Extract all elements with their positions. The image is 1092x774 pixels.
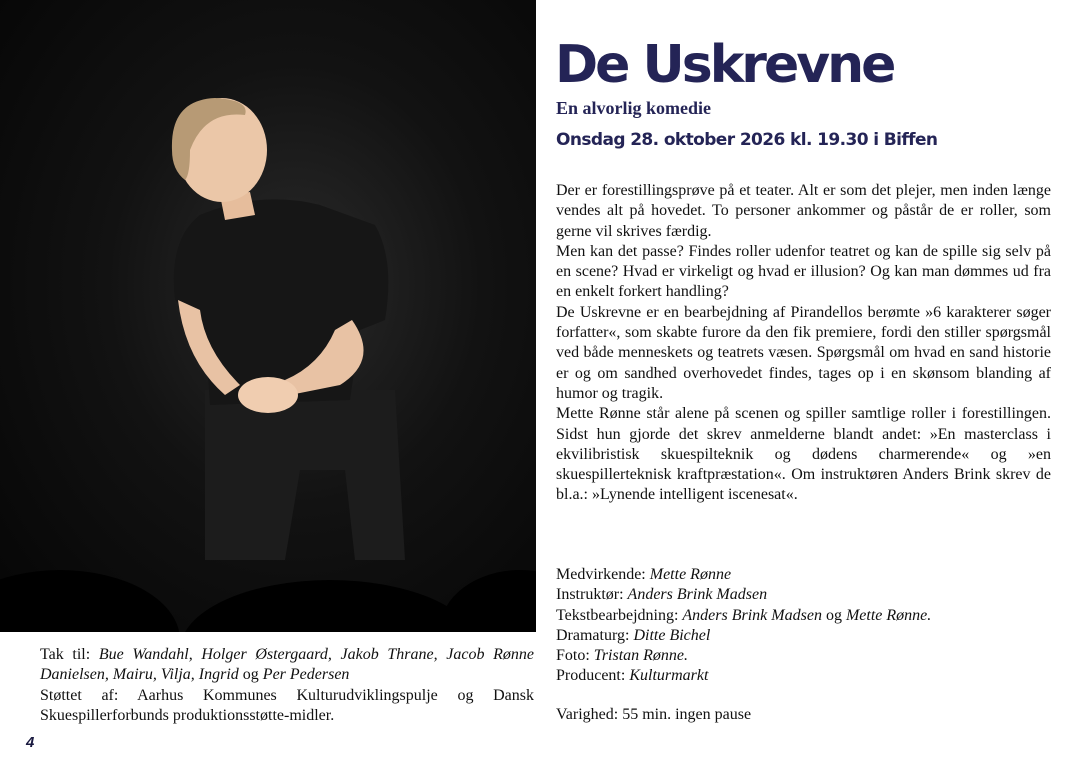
thanks-label: Tak til: — [40, 646, 91, 663]
support-line: Støttet af: Aarhus Kommunes Kulturudviklingspulje og Dansk Skuespillerforbunds produktionsstøtte-midler. — [40, 686, 534, 725]
thanks-og: og — [242, 666, 259, 684]
credit-value: Anders Brink Madsen — [682, 606, 822, 624]
credit-label: Foto: — [556, 647, 590, 665]
credit-label: Instruktør: — [556, 586, 624, 604]
credit-value: Mette Rønne. — [845, 606, 932, 624]
credit-value: Ditte Bichel — [633, 626, 711, 644]
duration: Varighed: 55 min. ingen pause — [556, 706, 752, 723]
subtitle: En alvorlig komedie — [556, 98, 712, 118]
description-paragraph: De Uskrevne er en bearbejdning af Pirandellos berømte »6 karakterer søger forfatter«, som skabte furore da den fik premiere, fordi den stiller spørgsmål ved både menneskets og teatrets væsen. Spørgsmål om hvad en sand historie er og om sandhed overhovedet findes, tages op i en skønsom blanding af humor og tragik. — [556, 303, 1051, 402]
credit-label: Dramaturg: — [556, 626, 630, 644]
performer-photo — [0, 0, 536, 632]
thanks-last-name: Per Pedersen — [262, 666, 350, 684]
credit-label: Medvirkende: — [556, 566, 646, 583]
credit-value: Anders Brink Madsen — [627, 586, 768, 604]
thanks-line — [40, 645, 534, 686]
performer-illustration — [0, 0, 536, 632]
credit-label: Tekstbearbejdning: — [556, 606, 679, 624]
page-number: 4 — [26, 734, 35, 751]
credits-list — [556, 565, 1056, 687]
event-dateline: Onsdag 28. oktober 2026 kl. 19.30 i Biffen — [556, 130, 938, 150]
credit-label: Producent: — [556, 667, 626, 685]
credit-tekstbearbejdning — [556, 606, 1056, 626]
credit-foto — [556, 646, 1056, 666]
page-title: De Uskrevne — [555, 35, 894, 95]
thanks-section — [40, 645, 534, 727]
credit-medvirkende — [556, 565, 1056, 585]
description — [556, 181, 1051, 506]
description-paragraph: Der er forestillingsprøve på et teater. Alt er som det plejer, men inden længe vendes alt på hovedet. To personer ankommer og påstår de er roller, som gerne vil skrives færdig. — [556, 182, 1051, 240]
description-paragraph: Mette Rønne står alene på scenen og spiller samtlige roller i forestillingen. Sidst hun gjorde det skrev anmelderne blandt andet: »En masterclass i ekvilibristisk skuespilteknik og dødens charmerende« og »en skuespillerteknisk kraftpræstation«. Om instruktøren Anders Brink skrev de bl.a.: »Lynende intelligent iscenesat«. — [556, 405, 1051, 504]
credit-value: Kulturmarkt — [629, 667, 709, 685]
description-paragraph: Men kan det passe? Findes roller udenfor teatret og kan de spille sig selv på en scene? Hvad er virkeligt og hvad er illusion? Og kan man dømmes ud fra en enkelt forkert handling? — [556, 242, 1051, 301]
thanks-names: Bue Wandahl, Holger Østergaard, Jakob Thrane, Jacob Rønne Danielsen, Mairu, Vilja, Ingrid — [40, 646, 535, 684]
credit-producent — [556, 666, 1056, 686]
credit-value: Tristan Rønne. — [593, 647, 689, 665]
credit-instruktor — [556, 585, 1056, 605]
credit-value: Mette Rønne — [649, 566, 732, 583]
credit-dramaturg — [556, 626, 1056, 646]
credit-og: og — [825, 606, 842, 624]
